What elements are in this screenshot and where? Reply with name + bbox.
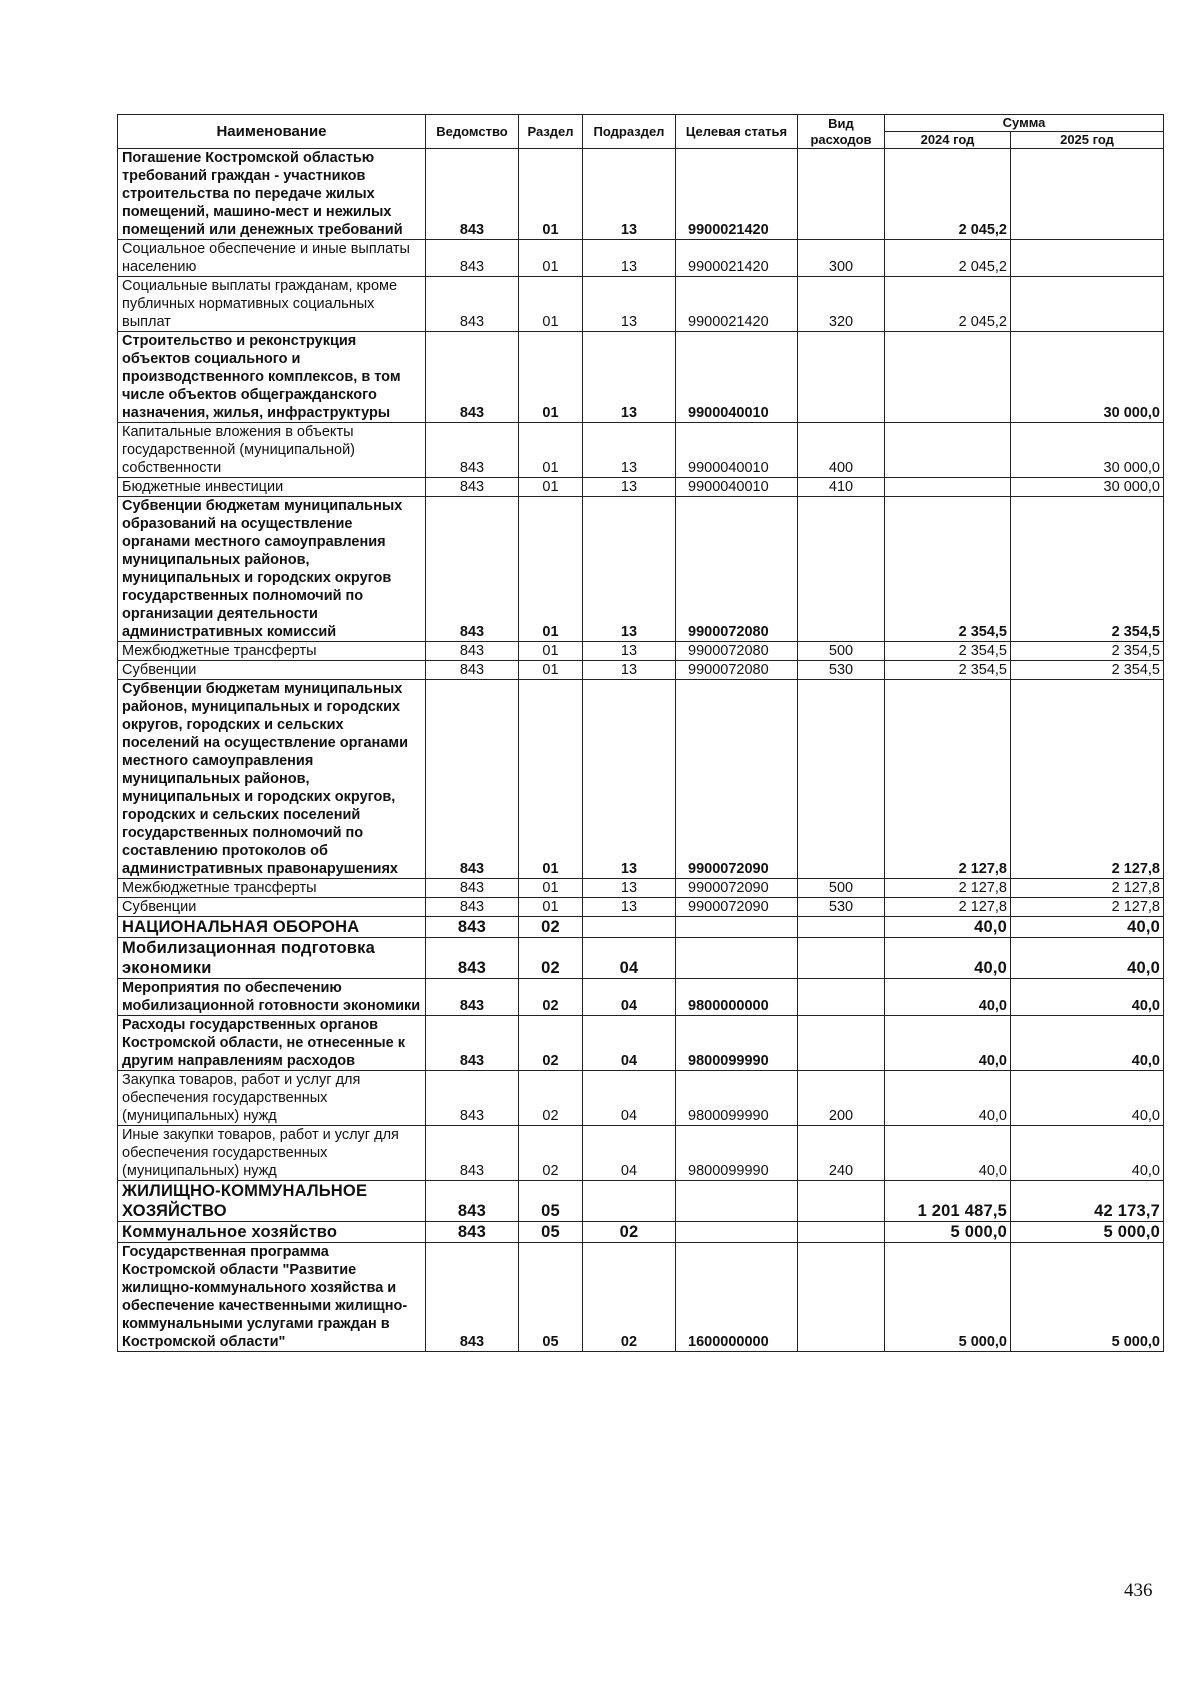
row-sum-2024: 40,0	[885, 1126, 1011, 1181]
row-expense-type: 500	[798, 642, 885, 661]
row-department: 843	[426, 332, 519, 423]
row-sum-2025	[1011, 277, 1164, 332]
header-section: Раздел	[519, 115, 583, 149]
table-row	[118, 1126, 1164, 1181]
row-subsection: 04	[583, 979, 676, 1016]
row-expense-type	[798, 149, 885, 240]
row-target-article: 9900072090	[676, 879, 798, 898]
row-expense-type: 300	[798, 240, 885, 277]
row-subsection: 13	[583, 680, 676, 879]
row-target-article	[676, 938, 798, 979]
row-department: 843	[426, 1071, 519, 1126]
row-expense-type	[798, 497, 885, 642]
table-header	[118, 115, 1164, 149]
row-department: 843	[426, 423, 519, 478]
row-section: 01	[519, 680, 583, 879]
row-name: Субвенции бюджетам муниципальных районов, муниципальных и городских округов, городских и сельских поселений на осуществление органами местного самоуправления муниципальных районов, муниципальных и городских округов, городских и сельских поселений государственных полномочий по составлению протоколов об административных правонарушениях	[118, 680, 426, 879]
header-name: Наименование	[118, 115, 426, 149]
row-section: 02	[519, 1071, 583, 1126]
row-name: Иные закупки товаров, работ и услуг для обеспечения государственных (муниципальных) нужд	[118, 1126, 426, 1181]
row-sum-2024: 2 354,5	[885, 497, 1011, 642]
table-row	[118, 898, 1164, 917]
header-year-2025: 2025 год	[1011, 132, 1164, 149]
row-sum-2024: 2 045,2	[885, 149, 1011, 240]
row-name: Субвенции	[118, 898, 426, 917]
row-section: 05	[519, 1243, 583, 1352]
row-sum-2025: 40,0	[1011, 917, 1164, 938]
row-target-article	[676, 1222, 798, 1243]
row-sum-2024: 2 127,8	[885, 680, 1011, 879]
row-target-article: 9800099990	[676, 1126, 798, 1181]
row-sum-2025: 5 000,0	[1011, 1222, 1164, 1243]
table-row	[118, 1071, 1164, 1126]
table-row	[118, 642, 1164, 661]
row-section: 01	[519, 332, 583, 423]
row-subsection	[583, 917, 676, 938]
row-sum-2024: 2 127,8	[885, 879, 1011, 898]
row-department: 843	[426, 478, 519, 497]
row-expense-type	[798, 1243, 885, 1352]
header-expense-type: Вид расходов	[798, 115, 885, 149]
row-name: Субвенции бюджетам муниципальных образований на осуществление органами местного самоуправления муниципальных районов, муниципальных и городских округов государственных полномочий по организации деятельности административных комиссий	[118, 497, 426, 642]
row-name: Расходы государственных органов Костромской области, не отнесенные к другим направлениям расходов	[118, 1016, 426, 1071]
row-subsection: 13	[583, 240, 676, 277]
table-row	[118, 661, 1164, 680]
row-sum-2025: 2 127,8	[1011, 879, 1164, 898]
table-row	[118, 879, 1164, 898]
row-subsection: 13	[583, 898, 676, 917]
row-name: Погашение Костромской областью требований граждан - участников строительства по передаче жилых помещений, машино-мест и нежилых помещений или денежных требований	[118, 149, 426, 240]
row-department: 843	[426, 277, 519, 332]
row-expense-type: 200	[798, 1071, 885, 1126]
row-subsection: 13	[583, 642, 676, 661]
row-department: 843	[426, 1126, 519, 1181]
table-row	[118, 680, 1164, 879]
row-sum-2025: 40,0	[1011, 979, 1164, 1016]
row-subsection: 13	[583, 423, 676, 478]
row-expense-type	[798, 1016, 885, 1071]
row-name: Закупка товаров, работ и услуг для обеспечения государственных (муниципальных) нужд	[118, 1071, 426, 1126]
row-department: 843	[426, 642, 519, 661]
row-department: 843	[426, 1016, 519, 1071]
row-section: 05	[519, 1181, 583, 1222]
row-sum-2024: 40,0	[885, 1016, 1011, 1071]
row-sum-2024: 5 000,0	[885, 1222, 1011, 1243]
row-department: 843	[426, 1181, 519, 1222]
row-sum-2025: 2 354,5	[1011, 497, 1164, 642]
row-sum-2025: 2 127,8	[1011, 680, 1164, 879]
row-name: Капитальные вложения в объекты государственной (муниципальной) собственности	[118, 423, 426, 478]
row-subsection: 04	[583, 1126, 676, 1181]
row-section: 05	[519, 1222, 583, 1243]
row-department: 843	[426, 917, 519, 938]
row-section: 01	[519, 478, 583, 497]
table-row	[118, 938, 1164, 979]
row-section: 02	[519, 979, 583, 1016]
row-subsection: 04	[583, 1071, 676, 1126]
row-target-article: 9900040010	[676, 332, 798, 423]
row-target-article: 9900040010	[676, 423, 798, 478]
row-sum-2024: 40,0	[885, 917, 1011, 938]
row-sum-2024: 40,0	[885, 1071, 1011, 1126]
row-expense-type	[798, 680, 885, 879]
row-section: 02	[519, 1126, 583, 1181]
row-subsection: 13	[583, 497, 676, 642]
table-row	[118, 1243, 1164, 1352]
row-sum-2024: 1 201 487,5	[885, 1181, 1011, 1222]
table-row	[118, 1222, 1164, 1243]
row-sum-2024	[885, 478, 1011, 497]
row-expense-type	[798, 917, 885, 938]
row-department: 843	[426, 240, 519, 277]
row-department: 843	[426, 898, 519, 917]
row-subsection: 04	[583, 938, 676, 979]
row-subsection: 13	[583, 879, 676, 898]
table-row	[118, 917, 1164, 938]
row-section: 01	[519, 879, 583, 898]
row-target-article: 9800000000	[676, 979, 798, 1016]
row-target-article: 9900021420	[676, 240, 798, 277]
row-section: 01	[519, 277, 583, 332]
row-expense-type	[798, 938, 885, 979]
row-sum-2025: 42 173,7	[1011, 1181, 1164, 1222]
row-name: ЖИЛИЩНО-КОММУНАЛЬНОЕ ХОЗЯЙСТВО	[118, 1181, 426, 1222]
row-subsection: 13	[583, 661, 676, 680]
row-sum-2025: 40,0	[1011, 1016, 1164, 1071]
header-target-article: Целевая статья	[676, 115, 798, 149]
row-section: 01	[519, 497, 583, 642]
table-row	[118, 478, 1164, 497]
header-sum: Сумма	[885, 115, 1164, 132]
row-sum-2024: 40,0	[885, 979, 1011, 1016]
row-sum-2025	[1011, 149, 1164, 240]
row-department: 843	[426, 680, 519, 879]
row-expense-type	[798, 979, 885, 1016]
row-sum-2025: 40,0	[1011, 938, 1164, 979]
row-name: Строительство и реконструкция объектов социального и производственного комплексов, в том числе объектов общегражданского назначения, жилья, инфраструктуры	[118, 332, 426, 423]
row-department: 843	[426, 979, 519, 1016]
row-expense-type: 240	[798, 1126, 885, 1181]
table-row	[118, 277, 1164, 332]
row-target-article: 1600000000	[676, 1243, 798, 1352]
row-section: 01	[519, 642, 583, 661]
row-subsection	[583, 1181, 676, 1222]
row-target-article: 9900072080	[676, 642, 798, 661]
row-section: 02	[519, 917, 583, 938]
row-section: 01	[519, 149, 583, 240]
row-section: 01	[519, 240, 583, 277]
row-expense-type: 400	[798, 423, 885, 478]
row-subsection: 02	[583, 1243, 676, 1352]
row-name: Социальное обеспечение и иные выплаты населению	[118, 240, 426, 277]
row-sum-2025: 2 127,8	[1011, 898, 1164, 917]
row-department: 843	[426, 938, 519, 979]
row-target-article: 9900021420	[676, 149, 798, 240]
row-target-article	[676, 1181, 798, 1222]
row-expense-type: 530	[798, 898, 885, 917]
row-sum-2024: 2 354,5	[885, 661, 1011, 680]
budget-table	[117, 114, 1164, 1352]
row-subsection: 02	[583, 1222, 676, 1243]
row-department: 843	[426, 497, 519, 642]
row-target-article: 9800099990	[676, 1071, 798, 1126]
row-target-article: 9900072090	[676, 680, 798, 879]
table-row	[118, 1181, 1164, 1222]
row-name: Бюджетные инвестиции	[118, 478, 426, 497]
row-subsection: 13	[583, 277, 676, 332]
row-section: 02	[519, 938, 583, 979]
row-sum-2025: 2 354,5	[1011, 661, 1164, 680]
row-name: Государственная программа Костромской области "Развитие жилищно-коммунального хозяйства и обеспечение качественными жилищно-коммунальными услугами граждан в Костромской области"	[118, 1243, 426, 1352]
row-section: 01	[519, 898, 583, 917]
row-name: НАЦИОНАЛЬНАЯ ОБОРОНА	[118, 917, 426, 938]
row-name: Субвенции	[118, 661, 426, 680]
row-target-article	[676, 917, 798, 938]
row-subsection: 04	[583, 1016, 676, 1071]
row-name: Мобилизационная подготовка экономики	[118, 938, 426, 979]
row-sum-2024	[885, 332, 1011, 423]
row-sum-2024: 2 354,5	[885, 642, 1011, 661]
row-section: 01	[519, 423, 583, 478]
header-department: Ведомство	[426, 115, 519, 149]
row-expense-type	[798, 1222, 885, 1243]
row-target-article: 9900072080	[676, 497, 798, 642]
table-row	[118, 149, 1164, 240]
row-department: 843	[426, 149, 519, 240]
row-name: Мероприятия по обеспечению мобилизационной готовности экономики	[118, 979, 426, 1016]
header-subsection: Подраздел	[583, 115, 676, 149]
row-sum-2025: 5 000,0	[1011, 1243, 1164, 1352]
row-sum-2024: 2 127,8	[885, 898, 1011, 917]
row-sum-2024: 2 045,2	[885, 240, 1011, 277]
row-sum-2025: 40,0	[1011, 1071, 1164, 1126]
row-department: 843	[426, 1222, 519, 1243]
table-row	[118, 423, 1164, 478]
row-expense-type: 410	[798, 478, 885, 497]
row-target-article: 9900021420	[676, 277, 798, 332]
table-row	[118, 1016, 1164, 1071]
row-department: 843	[426, 879, 519, 898]
row-target-article: 9900072090	[676, 898, 798, 917]
row-sum-2025: 30 000,0	[1011, 423, 1164, 478]
row-name: Межбюджетные трансферты	[118, 642, 426, 661]
row-subsection: 13	[583, 478, 676, 497]
row-sum-2025	[1011, 240, 1164, 277]
table-row	[118, 497, 1164, 642]
row-name: Коммунальное хозяйство	[118, 1222, 426, 1243]
table-row	[118, 332, 1164, 423]
row-expense-type: 500	[798, 879, 885, 898]
row-target-article: 9900072080	[676, 661, 798, 680]
row-expense-type: 320	[798, 277, 885, 332]
row-sum-2024: 40,0	[885, 938, 1011, 979]
header-year-2024: 2024 год	[885, 132, 1011, 149]
row-subsection: 13	[583, 332, 676, 423]
row-department: 843	[426, 661, 519, 680]
page-number: 436	[1124, 1580, 1153, 1601]
row-expense-type	[798, 332, 885, 423]
row-expense-type: 530	[798, 661, 885, 680]
row-sum-2025: 40,0	[1011, 1126, 1164, 1181]
row-subsection: 13	[583, 149, 676, 240]
row-department: 843	[426, 1243, 519, 1352]
table-body	[118, 149, 1164, 1352]
row-sum-2024: 5 000,0	[885, 1243, 1011, 1352]
row-section: 01	[519, 661, 583, 680]
row-sum-2025: 2 354,5	[1011, 642, 1164, 661]
row-target-article: 9900040010	[676, 478, 798, 497]
table-row	[118, 240, 1164, 277]
row-name: Межбюджетные трансферты	[118, 879, 426, 898]
row-sum-2025: 30 000,0	[1011, 478, 1164, 497]
row-section: 02	[519, 1016, 583, 1071]
table-row	[118, 979, 1164, 1016]
row-sum-2024	[885, 423, 1011, 478]
row-sum-2024: 2 045,2	[885, 277, 1011, 332]
row-expense-type	[798, 1181, 885, 1222]
row-name: Социальные выплаты гражданам, кроме публичных нормативных социальных выплат	[118, 277, 426, 332]
row-target-article: 9800099990	[676, 1016, 798, 1071]
row-sum-2025: 30 000,0	[1011, 332, 1164, 423]
